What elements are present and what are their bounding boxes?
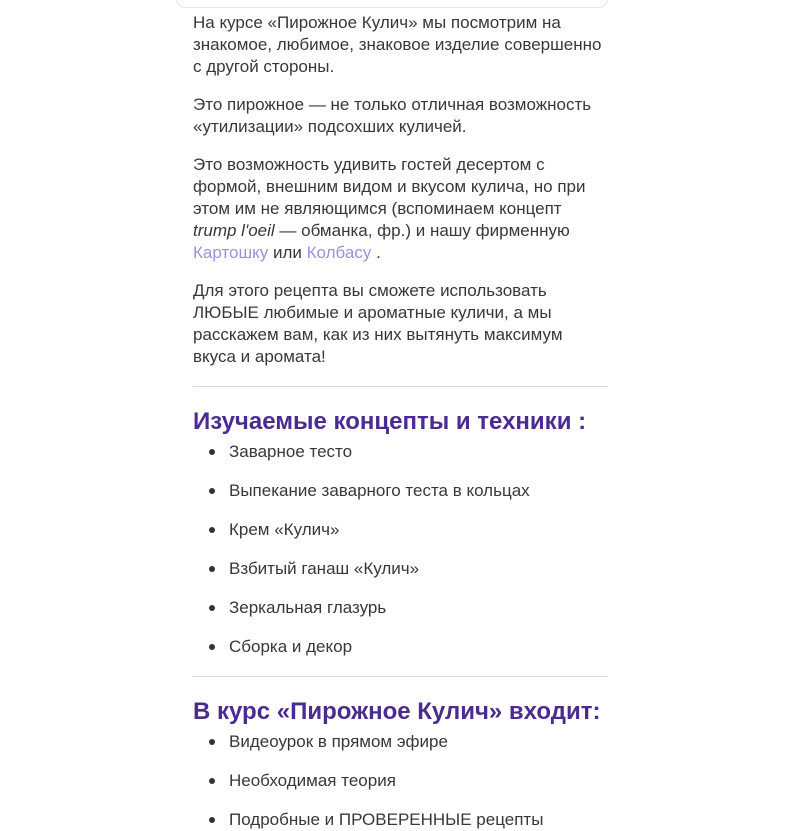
- text-segment: или: [268, 243, 307, 262]
- text-segment: .: [371, 243, 381, 262]
- paragraph-recipe-note: Для этого рецепта вы сможете использовать ЛЮБЫЕ любимые и ароматные куличи, а мы расскажем вам, как из них вытянуть максимум вкуса и аромата!: [193, 281, 563, 366]
- divider: [193, 676, 608, 677]
- paragraph-utilization: Это пирожное — не только отличная возможность «утилизации» подсохших куличей.: [193, 95, 592, 136]
- list-item: Сборка и декор: [193, 636, 608, 658]
- paragraph-course-intro: На курсе «Пирожное Кулич» мы посмотрим на знакомое, любимое, знаковое изделие совершенно с другой стороны.: [193, 13, 602, 76]
- list-item: Зеркальная глазурь: [193, 597, 608, 619]
- list-item: Выпекание заварного теста в кольцах: [193, 480, 608, 502]
- list-item: Видеоурок в прямом эфире: [193, 731, 608, 753]
- list-item: Подробные и ПРОВЕРЕННЫЕ рецепты: [193, 809, 608, 831]
- list-item: Необходимая теория: [193, 770, 608, 792]
- divider: [193, 386, 608, 387]
- link-kolbasa[interactable]: Колбасу: [306, 243, 372, 262]
- course-includes-list: [193, 731, 608, 831]
- course-description-column: [176, 0, 608, 831]
- previous-card-bottom-edge: [176, 0, 608, 8]
- italic-term: trump l'oeil: [193, 221, 275, 240]
- text-segment: — обманка, фр.) и нашу фирменную: [274, 221, 570, 240]
- heading-techniques: Изучаемые концепты и техники :: [193, 408, 587, 435]
- heading-course-includes: В курс «Пирожное Кулич» входит:: [193, 698, 601, 725]
- text-segment: Это возможность удивить гостей десертом с формой, внешним видом и вкусом кулича, но при этом им не являющимся (вспоминаем концепт: [193, 155, 586, 218]
- list-item: Крем «Кулич»: [193, 519, 608, 541]
- list-item: Взбитый ганаш «Кулич»: [193, 558, 608, 580]
- techniques-list: [193, 441, 608, 658]
- link-kartoshka[interactable]: Картошку: [193, 243, 269, 262]
- paragraph-concept: [193, 154, 608, 264]
- list-item: Заварное тесто: [193, 441, 608, 463]
